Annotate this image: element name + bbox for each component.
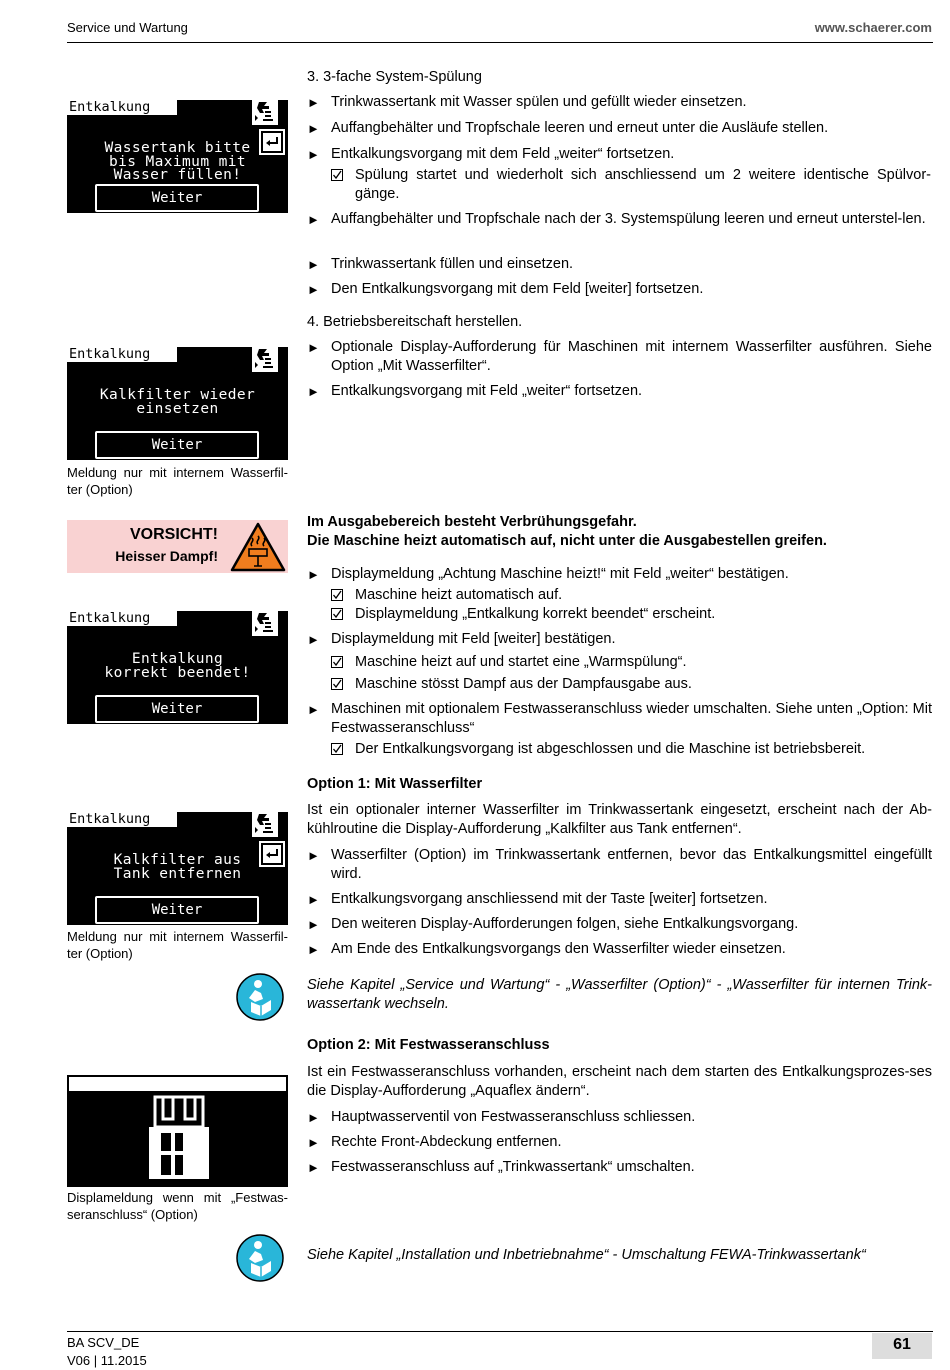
checkbox-icon bbox=[331, 656, 343, 668]
cleaning-icon bbox=[252, 610, 278, 636]
weiter-button[interactable]: Weiter bbox=[95, 896, 259, 924]
option-1-reference: Siehe Kapitel „Service und Wartung“ - „Wasserfilter (Option)“ - „Wasserfilter für internen Trink-wassertank wechseln. bbox=[307, 977, 932, 1012]
arrow-bullet-icon: ► bbox=[307, 702, 320, 717]
result-item: Spülung startet und wiederholt sich anschliessend um 2 weitere identische Spülvor-gänge. bbox=[331, 166, 931, 204]
display-screen-fill-tank bbox=[67, 100, 288, 213]
arrow-bullet-icon: ► bbox=[307, 95, 320, 110]
list-item: ► Auffangbehälter und Tropfschale leeren und erneut unter die Ausläufe stellen. bbox=[307, 120, 829, 136]
list-item: ► Maschinen mit optionalem Festwasseranschluss wieder umschalten. Siehe unten „Option: Mit Festwasseranschluss“ bbox=[307, 701, 932, 736]
warning-text: Heisser Dampf! bbox=[115, 548, 218, 564]
arrow-bullet-icon: ► bbox=[307, 1110, 320, 1125]
list-item: ► Festwasseranschluss auf „Trinkwassertank“ umschalten. bbox=[307, 1159, 695, 1175]
header-divider bbox=[67, 42, 933, 43]
list-item: ► Displaymeldung „Achtung Maschine heizt!“ mit Feld „weiter“ bestätigen. bbox=[307, 566, 789, 582]
header-section: Service und Wartung bbox=[67, 20, 188, 35]
footer-version: V06 | 11.2015 bbox=[67, 1353, 147, 1368]
list-item: ► Entkalkungsvorgang mit Feld „weiter“ fortsetzen. bbox=[307, 383, 643, 399]
result-item: Maschine stösst Dampf aus der Dampfausgabe aus. bbox=[331, 675, 931, 694]
display-title: Entkalkung bbox=[67, 611, 177, 626]
page-number: 61 bbox=[872, 1333, 932, 1359]
footer-divider bbox=[67, 1331, 933, 1332]
arrow-bullet-icon: ► bbox=[307, 147, 320, 162]
step-4-title: 4. Betriebsbereitschaft herstellen. bbox=[307, 314, 523, 330]
arrow-bullet-icon: ► bbox=[307, 632, 320, 647]
display-screen-descaling-done bbox=[67, 611, 288, 724]
weiter-button[interactable]: Weiter bbox=[95, 695, 259, 723]
arrow-bullet-icon: ► bbox=[307, 257, 320, 272]
result-item: Der Entkalkungsvorgang ist abgeschlossen und die Maschine ist betriebsbereit. bbox=[331, 740, 931, 759]
display-screen-aquaflex bbox=[67, 1075, 288, 1187]
arrow-bullet-icon: ► bbox=[307, 892, 320, 907]
checkbox-icon bbox=[331, 589, 343, 601]
arrow-bullet-icon: ► bbox=[307, 121, 320, 136]
read-manual-icon bbox=[235, 972, 285, 1022]
display-screen-insert-filter bbox=[67, 347, 288, 460]
list-item: ► Entkalkungsvorgang mit dem Feld „weiter“ fortsetzen. bbox=[307, 146, 675, 162]
caption-filter-message: Meldung nur mit internem Wasserfil-ter (Option) bbox=[67, 465, 288, 497]
list-item: ► Am Ende des Entkalkungsvorgangs den Wasserfilter wieder einsetzen. bbox=[307, 941, 786, 957]
weiter-button[interactable]: Weiter bbox=[95, 184, 259, 212]
list-item: ► Wasserfilter (Option) im Trinkwassertank entfernen, bevor das Entkalkungsmittel eingefüllt wird. bbox=[307, 847, 932, 882]
warning-title: VORSICHT! bbox=[130, 526, 218, 543]
arrow-bullet-icon: ► bbox=[307, 942, 320, 957]
danger-line-2: Die Maschine heizt automatisch auf, nicht unter die Ausgabestellen greifen. bbox=[307, 533, 827, 549]
cleaning-icon bbox=[252, 346, 278, 372]
display-message: Wassertank bitte bis Maximum mit Wasser füllen! bbox=[104, 140, 251, 183]
caption-filter-message: Meldung nur mit internem Wasserfil-ter (Option) bbox=[67, 929, 288, 961]
cleaning-icon bbox=[252, 99, 278, 125]
arrow-bullet-icon: ► bbox=[307, 212, 320, 227]
caption-fixed-water: Displameldung wenn mit „Festwas-seranschluss“ (Option) bbox=[67, 1190, 288, 1222]
display-message: Kalkfilter wieder einsetzen bbox=[99, 387, 256, 417]
read-manual-icon bbox=[235, 1233, 285, 1283]
checkbox-icon bbox=[331, 608, 343, 620]
option-2-reference: Siehe Kapitel „Installation und Inbetriebnahme“ - Umschaltung FEWA-Trinkwassertank“ bbox=[307, 1247, 866, 1263]
weiter-button[interactable]: Weiter bbox=[95, 431, 259, 459]
hot-steam-warning-icon bbox=[230, 522, 286, 572]
option-1-intro: Ist ein optionaler interner Wasserfilter im Trinkwassertank eingesetzt, erscheint nach der Ab-kühlroutine die Display-Aufforderung „Kalkfilter aus Tank entfernen“. bbox=[307, 802, 932, 837]
arrow-bullet-icon: ► bbox=[307, 917, 320, 932]
display-message: Kalkfilter aus Tank entfernen bbox=[113, 852, 242, 882]
option-2-heading: Option 2: Mit Festwasseranschluss bbox=[307, 1037, 550, 1053]
arrow-bullet-icon: ► bbox=[307, 384, 320, 399]
arrow-bullet-icon: ► bbox=[307, 1160, 320, 1175]
cleaning-icon bbox=[252, 811, 278, 837]
list-item: ► Auffangbehälter und Tropfschale nach der 3. Systemspülung leeren und erneut unterstel-len. bbox=[307, 211, 926, 227]
warning-box bbox=[67, 520, 288, 573]
list-item: ► Trinkwassertank füllen und einsetzen. bbox=[307, 256, 574, 272]
list-item: ► Hauptwasserventil von Festwasseranschluss schliessen. bbox=[307, 1109, 696, 1125]
result-item: Maschine heizt auf und startet eine „Warmspülung“. bbox=[331, 653, 931, 672]
display-title-bar bbox=[69, 1077, 286, 1091]
arrow-bullet-icon: ► bbox=[307, 282, 320, 297]
arrow-bullet-icon: ► bbox=[307, 1135, 320, 1150]
display-title: Entkalkung bbox=[67, 100, 177, 115]
option-2-intro: Ist ein Festwasseranschluss vorhanden, erscheint nach dem starten des Entkalkungsprozes-ses die Display-Aufforderung „Aquaflex ändern“. bbox=[307, 1064, 932, 1099]
list-item: ► Trinkwassertank mit Wasser spülen und gefüllt wieder einsetzen. bbox=[307, 94, 747, 110]
footer-doc-id: BA SCV_DE bbox=[67, 1335, 140, 1350]
arrow-bullet-icon: ► bbox=[307, 340, 320, 355]
checkbox-icon bbox=[331, 743, 343, 755]
arrow-bullet-icon: ► bbox=[307, 567, 320, 582]
result-item: Displaymeldung „Entkalkung korrekt beendet“ erscheint. bbox=[331, 605, 931, 624]
list-item: ► Den Entkalkungsvorgang mit dem Feld [weiter] fortsetzen. bbox=[307, 281, 704, 297]
arrow-bullet-icon: ► bbox=[307, 848, 320, 863]
step-3-title: 3. 3-fache System-Spülung bbox=[307, 69, 482, 85]
result-item: Maschine heizt automatisch auf. bbox=[331, 586, 931, 605]
display-title: Entkalkung bbox=[67, 347, 177, 362]
list-item: ► Rechte Front-Abdeckung entfernen. bbox=[307, 1134, 562, 1150]
display-screen-remove-filter bbox=[67, 812, 288, 925]
option-1-heading: Option 1: Mit Wasserfilter bbox=[307, 776, 483, 792]
display-title: Entkalkung bbox=[67, 812, 177, 827]
checkbox-icon bbox=[331, 169, 343, 181]
checkbox-icon bbox=[331, 678, 343, 690]
danger-line-1: Im Ausgabebereich besteht Verbrühungsgefahr. bbox=[307, 514, 637, 530]
list-item: ► Den weiteren Display-Aufforderungen folgen, siehe Entkalkungsvorgang. bbox=[307, 916, 799, 932]
list-item: ► Displaymeldung mit Feld [weiter] bestätigen. bbox=[307, 631, 616, 647]
list-item: ► Entkalkungsvorgang anschliessend mit der Taste [weiter] fortsetzen. bbox=[307, 891, 768, 907]
list-item: ► Optionale Display-Aufforderung für Maschinen mit internem Wasserfilter ausführen. Siehe Option „Mit Wasserfilter“. bbox=[307, 339, 932, 374]
header-website[interactable]: www.schaerer.com bbox=[814, 20, 932, 35]
display-message: Entkalkung korrekt beendet! bbox=[104, 651, 251, 681]
machine-water-connection-icon bbox=[147, 1093, 211, 1181]
